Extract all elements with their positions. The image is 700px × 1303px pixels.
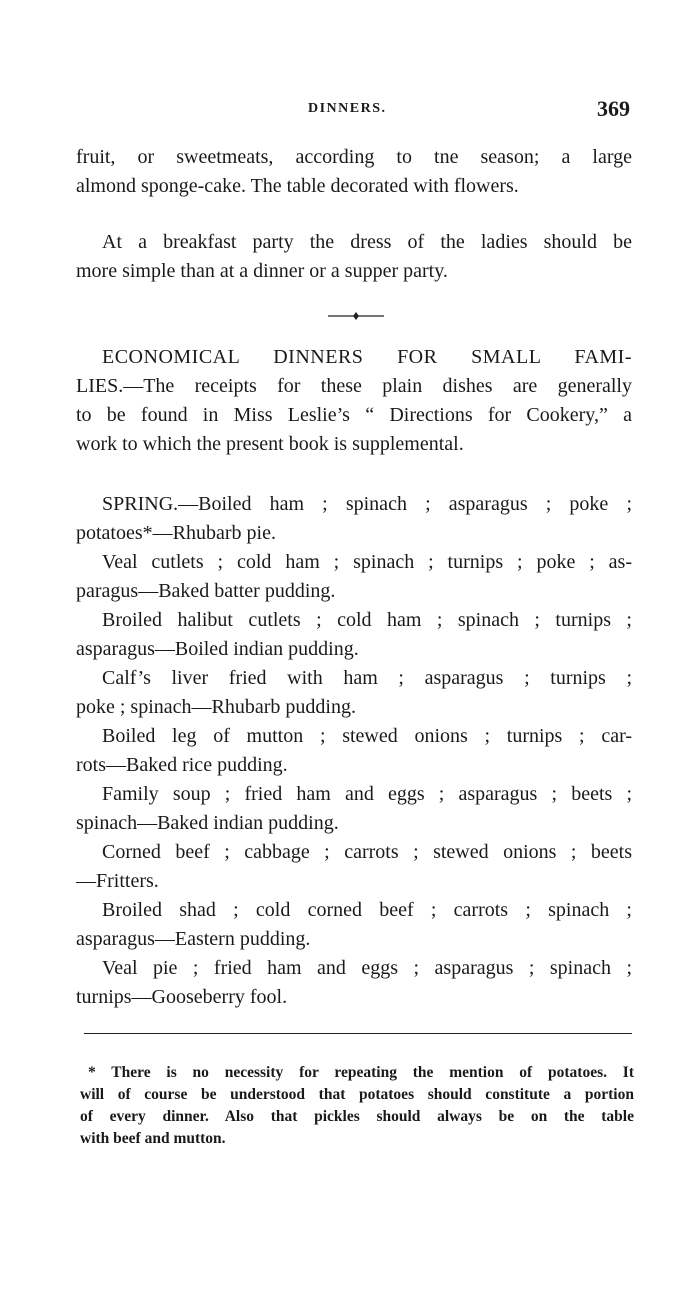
text-line: asparagus—Boiled indian pudding.: [76, 638, 359, 660]
footnote-line: will of course be understood that potatoes should constitute a portion: [80, 1086, 634, 1103]
text-line: work to which the present book is supplemental.: [76, 433, 464, 455]
economical-dinners-paragraph: [76, 343, 632, 459]
menu-entry: [76, 954, 632, 1012]
text-line: asparagus—Eastern pudding.: [76, 928, 311, 950]
footnote: [80, 1062, 634, 1150]
text-line: more simple than at a dinner or a supper party.: [76, 260, 448, 282]
text-line: Broiled shad ; cold corned beef ; carrots ; spinach ;: [102, 899, 632, 921]
running-title: DINNERS.: [308, 101, 387, 116]
spring-menu-list: [76, 490, 632, 1012]
text-line: spinach—Baked indian pudding.: [76, 812, 339, 834]
text-line: rots—Baked rice pudding.: [76, 754, 288, 776]
breakfast-paragraph: [76, 228, 632, 286]
text-line: SPRING.—Boiled ham ; spinach ; asparagus ; poke ;: [102, 493, 632, 515]
footnote-line: with beef and mutton.: [80, 1130, 226, 1147]
section-heading-line: ECONOMICAL DINNERS FOR SMALL FAMI-: [102, 346, 632, 368]
text-line: Veal cutlets ; cold ham ; spinach ; turnips ; poke ; as-: [102, 551, 632, 573]
menu-entry: [76, 780, 632, 838]
intro-paragraph: [76, 143, 632, 201]
page-number: 369: [597, 96, 630, 121]
menu-entry: [76, 548, 632, 606]
ornament-icon: [326, 306, 386, 326]
menu-entry: [76, 606, 632, 664]
text-line: poke ; spinach—Rhubarb pudding.: [76, 696, 356, 718]
text-line: potatoes*—Rhubarb pie.: [76, 522, 276, 544]
text-line: LIES.—The receipts for these plain dishes are generally: [76, 375, 632, 397]
menu-entry: [76, 722, 632, 780]
section-ornament: [326, 306, 386, 326]
menu-entry: [76, 896, 632, 954]
footnote-divider: [84, 1033, 632, 1034]
text-line: Family soup ; fried ham and eggs ; asparagus ; beets ;: [102, 783, 632, 805]
text-line: Boiled leg of mutton ; stewed onions ; turnips ; car-: [102, 725, 632, 747]
menu-entry: [76, 664, 632, 722]
text-line: Veal pie ; fried ham and eggs ; asparagus ; spinach ;: [102, 957, 632, 979]
running-head: [76, 96, 636, 126]
text-line: Corned beef ; cabbage ; carrots ; stewed onions ; beets: [102, 841, 632, 863]
menu-entry: [76, 490, 632, 548]
text-line: Calf’s liver fried with ham ; asparagus ; turnips ;: [102, 667, 632, 689]
menu-entry: [76, 838, 632, 896]
footnote-line: * There is no necessity for repeating the mention of potatoes. It: [88, 1064, 634, 1081]
footnote-line: of every dinner. Also that pickles should always be on the table: [80, 1108, 634, 1125]
text-line: Broiled halibut cutlets ; cold ham ; spinach ; turnips ;: [102, 609, 632, 631]
text-line: paragus—Baked batter pudding.: [76, 580, 336, 602]
text-line: At a breakfast party the dress of the ladies should be: [102, 231, 632, 253]
text-line: turnips—Gooseberry fool.: [76, 986, 288, 1008]
text-line: almond sponge-cake. The table decorated with flowers.: [76, 175, 519, 197]
text-line: —Fritters.: [76, 870, 159, 892]
text-line: fruit, or sweetmeats, according to tne season; a large: [76, 146, 632, 168]
text-line: to be found in Miss Leslie’s “ Directions for Cookery,” a: [76, 404, 632, 426]
